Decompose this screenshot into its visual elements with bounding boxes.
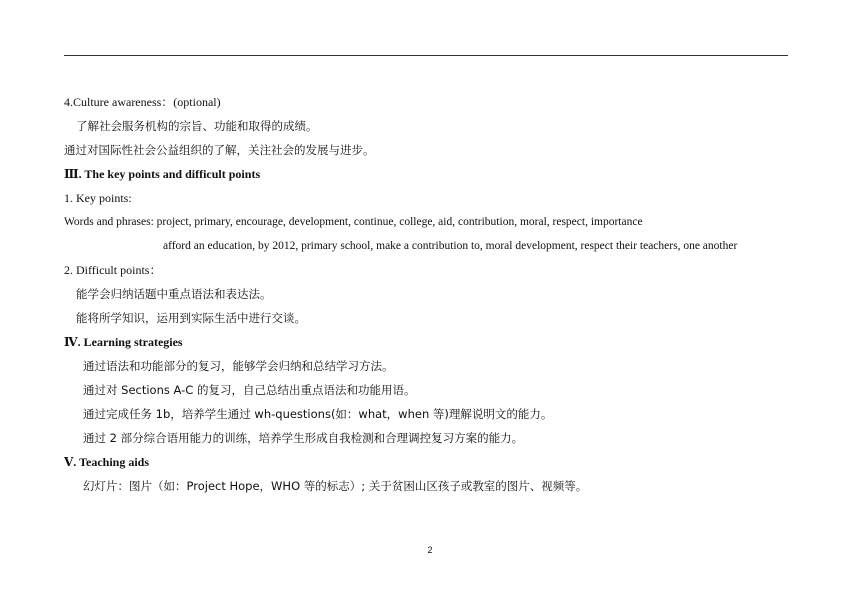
section-3-heading: Ⅲ. The key points and difficult points bbox=[64, 167, 261, 181]
culture-awareness-item-1: 了解社会服务机构的宗旨、功能和取得的成绩。 bbox=[76, 119, 318, 133]
strategy-item-3: 通过完成任务 1b，培养学生通过 wh-questions(如：what，when 等)理解说明文的能力。 bbox=[83, 407, 553, 421]
difficult-points-item-2: 能将所学知识，运用到实际生活中进行交谈。 bbox=[76, 311, 306, 325]
difficult-points-title: 2. Difficult points： bbox=[64, 263, 162, 277]
words-and-phrases-line-1: Words and phrases: project, primary, encourage, development, continue, college, aid, contribution, moral, respect, importance bbox=[64, 216, 643, 228]
section-4-heading: Ⅳ. Learning strategies bbox=[64, 335, 183, 349]
strategy-item-2: 通过对 Sections A-C 的复习，自己总结出重点语法和功能用语。 bbox=[83, 383, 416, 397]
key-points-title: 1. Key points: bbox=[64, 191, 132, 205]
difficult-points-item-1: 能学会归纳话题中重点语法和表达法。 bbox=[76, 287, 272, 301]
section-5-heading: Ⅴ. Teaching aids bbox=[64, 455, 150, 469]
culture-awareness-title: 4.Culture awareness：(optional) bbox=[64, 95, 221, 109]
header-rule bbox=[64, 55, 788, 56]
strategy-item-4: 通过 2 部分综合语用能力的训练，培养学生形成自我检测和合理调控复习方案的能力。 bbox=[83, 431, 524, 445]
page-number: 2 bbox=[427, 545, 433, 555]
words-and-phrases-line-2: afford an education, by 2012, primary school, make a contribution to, moral development, respect their teachers, one another bbox=[163, 240, 738, 252]
teaching-aids-item-1: 幻灯片：图片（如：Project Hope，WHO 等的标志）; 关于贫困山区孩子或教室的图片、视频等。 bbox=[83, 479, 588, 493]
strategy-item-1: 通过语法和功能部分的复习，能够学会归纳和总结学习方法。 bbox=[83, 359, 394, 373]
culture-awareness-item-2: 通过对国际性社会公益组织的了解，关注社会的发展与进步。 bbox=[64, 143, 375, 157]
